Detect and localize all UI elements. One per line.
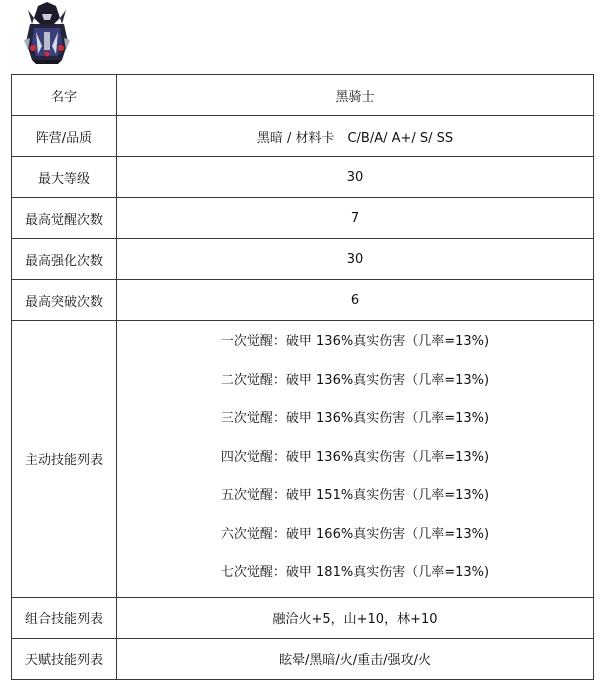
- row-label-combo-skills: 组合技能列表: [12, 597, 117, 638]
- active-skill-item: 七次觉醒：破甲 181%真实伤害（几率=13%): [220, 565, 490, 580]
- dark-knight-portrait-icon: [20, 2, 74, 64]
- table-row: [12, 75, 594, 116]
- table-row: [12, 321, 594, 598]
- row-label-talent-skills: 天赋技能列表: [12, 638, 117, 679]
- row-value-combo-skills: 融洽火+5，山+10，林+10: [117, 597, 594, 638]
- row-label-faction-quality: 阵营/品质: [12, 116, 117, 157]
- table-row: [12, 157, 594, 198]
- active-skill-item: 六次觉醒：破甲 166%真实伤害（几率=13%): [220, 526, 490, 542]
- row-value-faction-quality: 黑暗 / 材料卡 C/B/A/ A+/ S/ SS: [117, 116, 594, 157]
- row-label-max-level: 最大等级: [12, 157, 117, 198]
- character-avatar: [20, 2, 74, 64]
- row-value-max-level: 30: [117, 157, 594, 198]
- active-skills-list: [117, 321, 594, 598]
- row-label-max-awakening: 最高觉醒次数: [12, 198, 117, 239]
- row-value-max-breakthrough: 6: [117, 280, 594, 321]
- row-value-max-awakening: 7: [117, 198, 594, 239]
- active-skill-item: 五次觉醒：破甲 151%真实伤害（几率=13%): [220, 488, 490, 503]
- table-row: [12, 638, 594, 679]
- active-skill-item: 二次觉醒：破甲 136%真实伤害（几率=13%): [220, 372, 490, 388]
- row-label-max-breakthrough: 最高突破次数: [12, 280, 117, 321]
- active-skill-item: 四次觉醒：破甲 136%真实伤害（几率=13%): [220, 449, 490, 465]
- table-row: [12, 239, 594, 280]
- row-label-max-enhance: 最高强化次数: [12, 239, 117, 280]
- row-value-max-enhance: 30: [117, 239, 594, 280]
- row-value-name: 黑骑士: [117, 75, 594, 116]
- active-skill-item: 三次觉醒：破甲 136%真实伤害（几率=13%): [220, 411, 490, 426]
- table-row: [12, 280, 594, 321]
- character-info-table: [11, 74, 594, 680]
- active-skill-item: 一次觉醒：破甲 136%真实伤害（几率=13%): [220, 334, 490, 349]
- row-label-active-skills: 主动技能列表: [12, 321, 117, 598]
- row-value-talent-skills: 眩晕/黑暗/火/重击/强攻/火: [117, 638, 594, 679]
- table-row: [12, 116, 594, 157]
- table-row: [12, 597, 594, 638]
- table-row: [12, 198, 594, 239]
- row-label-name: 名字: [12, 75, 117, 116]
